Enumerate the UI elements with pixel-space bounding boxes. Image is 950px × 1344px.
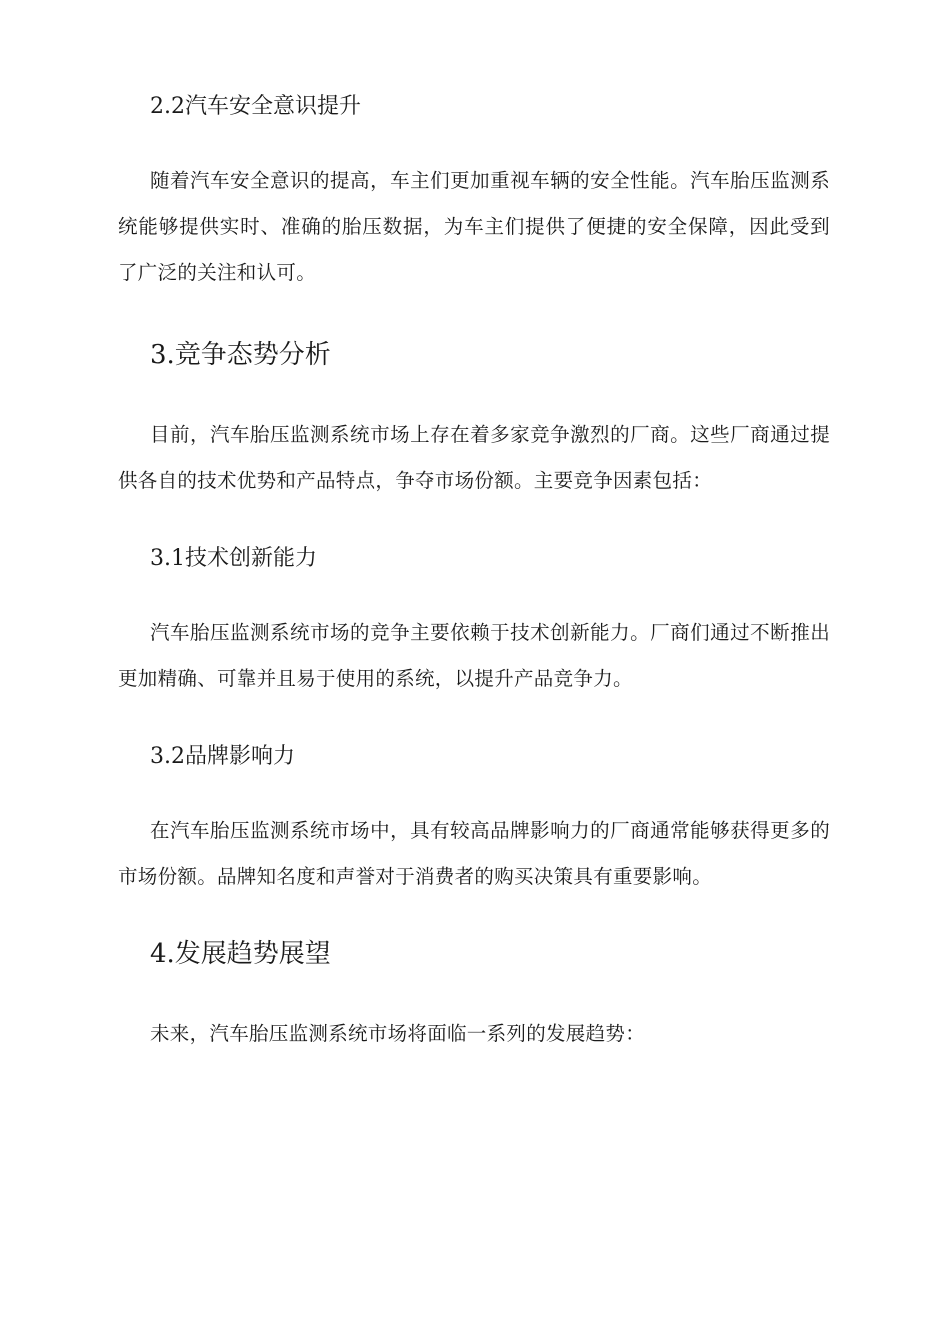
section-3-1-heading: 3.1技术创新能力: [150, 546, 317, 571]
section-4-heading: 4.发展趋势展望: [150, 939, 331, 969]
section-3-1-paragraph: 汽车胎压监测系统市场的竞争主要依赖于技术创新能力。厂商们通过不断推出更加精确、可靠并且易于使用的系统，以提升产品竞争力。: [118, 621, 830, 690]
section-2-2-paragraph: 随着汽车安全意识的提高，车主们更加重视车辆的安全性能。汽车胎压监测系统能够提供实时、准确的胎压数据，为车主们提供了便捷的安全保障，因此受到了广泛的关注和认可。: [118, 169, 830, 284]
section-4-paragraph: 未来，汽车胎压监测系统市场将面临一系列的发展趋势：: [150, 1022, 646, 1045]
section-3-heading: 3.竞争态势分析: [150, 340, 331, 370]
section-3-2-paragraph: 在汽车胎压监测系统市场中，具有较高品牌影响力的厂商通常能够获得更多的市场份额。品牌知名度和声誉对于消费者的购买决策具有重要影响。: [118, 819, 830, 888]
section-3-2-heading: 3.2品牌影响力: [150, 744, 295, 769]
section-3-paragraph: 目前，汽车胎压监测系统市场上存在着多家竞争激烈的厂商。这些厂商通过提供各自的技术优势和产品特点，争夺市场份额。主要竞争因素包括：: [118, 423, 830, 492]
section-2-2-heading: 2.2汽车安全意识提升: [150, 94, 361, 119]
